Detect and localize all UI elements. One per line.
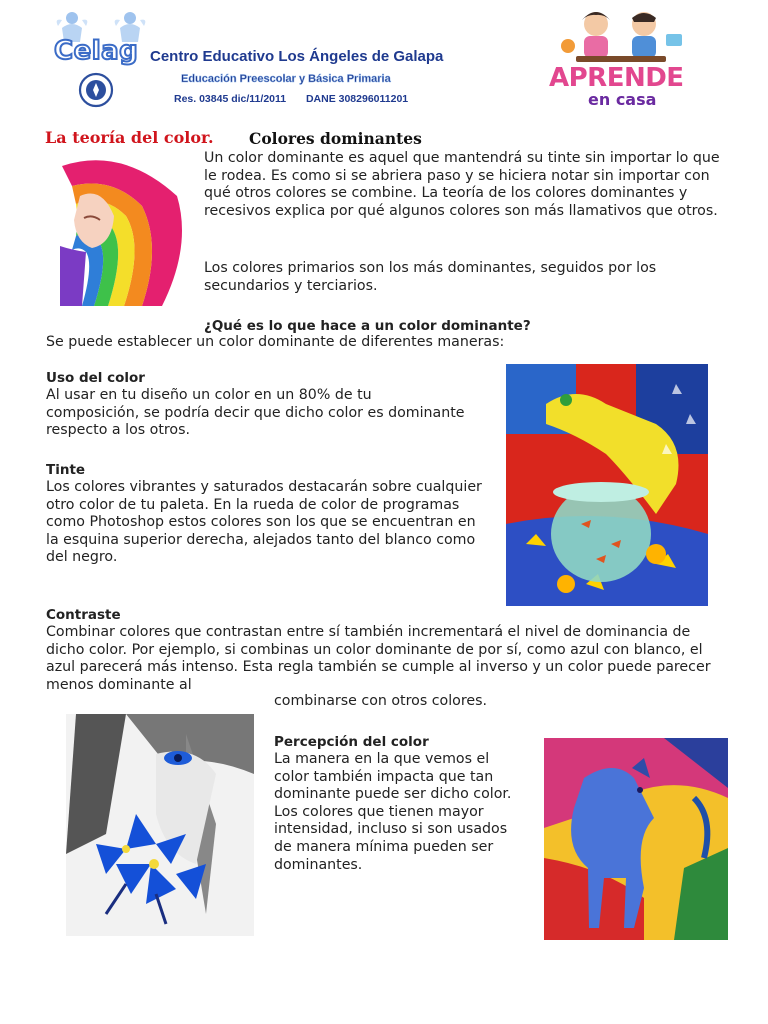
dane-text: DANE 308296011201: [305, 93, 409, 105]
school-name: Centro Educativo Los Ángeles de Galapa: [150, 48, 444, 65]
intro-paragraph-2: Los colores primarios son los más dominantes, seguidos por los secundarios y terciarios.: [204, 260, 657, 294]
tinte-heading: Tinte: [46, 462, 86, 478]
resolution-text: Res. 03845 dic/11/2011: [174, 93, 287, 105]
uso-heading: Uso del color: [46, 370, 145, 386]
percepcion-heading: Percepción del color: [274, 734, 429, 750]
tinte-text: Los colores vibrantes y saturados destacarán sobre cualquier otro color de tu paleta. En la rueda de color de programas como Photoshop estos colores son los que se encuentran en la esquina superior derecha, alejados tanto del blanco como del negro.: [46, 479, 482, 566]
blue-horse-painting: [544, 738, 728, 940]
badge-aprende: APRENDE: [549, 63, 684, 93]
question-text: Se puede establecer un color dominante de diferentes maneras:: [46, 334, 505, 350]
intro-paragraph-1: Un color dominante es aquel que mantendrá su tinte sin importar lo que le rodea. Es como si se abriera paso y se hiciera notar sin importar con qué otros colores se combine. La teoría de los colores dominantes y recesivos explica por qué algunos colores son más llamativos que otros.: [204, 150, 720, 219]
cat-goldfish-painting: [506, 364, 708, 606]
contraste-heading: Contraste: [46, 607, 121, 623]
logo-text: Celag: [54, 36, 139, 66]
blue-flower-girl-image: [66, 714, 254, 936]
uso-text: Al usar en tu diseño un color en un 80% de tu composición, se podría decir que dicho color es dominante respecto a los otros.: [46, 387, 465, 439]
school-subtitle: Educación Preescolar y Básica Primaria: [181, 73, 391, 85]
contraste-text-end: combinarse con otros colores.: [274, 693, 487, 709]
rainbow-hair-image: [52, 156, 186, 314]
page-section-title: Colores dominantes: [249, 129, 422, 148]
percepcion-text: La manera en la que vemos el color también impacta que tan dominante puede ser dicho color. Los colores que tienen mayor intensidad, incluso si son usados de manera mínima pueden ser dominantes.: [274, 751, 512, 873]
question-heading: ¿Qué es lo que hace a un color dominante?: [204, 318, 531, 334]
badge-en-casa: en casa: [588, 90, 657, 109]
page-topic: La teoría del color.: [45, 128, 214, 147]
contraste-text: Combinar colores que contrastan entre sí también incrementará el nivel de dominancia de dicho color. Por ejemplo, si combinas un color dominante de por sí, como azul con blanco, el azul parecerá más intenso. Esta regla también se cumple al inverso y un color puede parecer menos dominante al: [46, 624, 711, 693]
school-resolution: [174, 93, 408, 105]
